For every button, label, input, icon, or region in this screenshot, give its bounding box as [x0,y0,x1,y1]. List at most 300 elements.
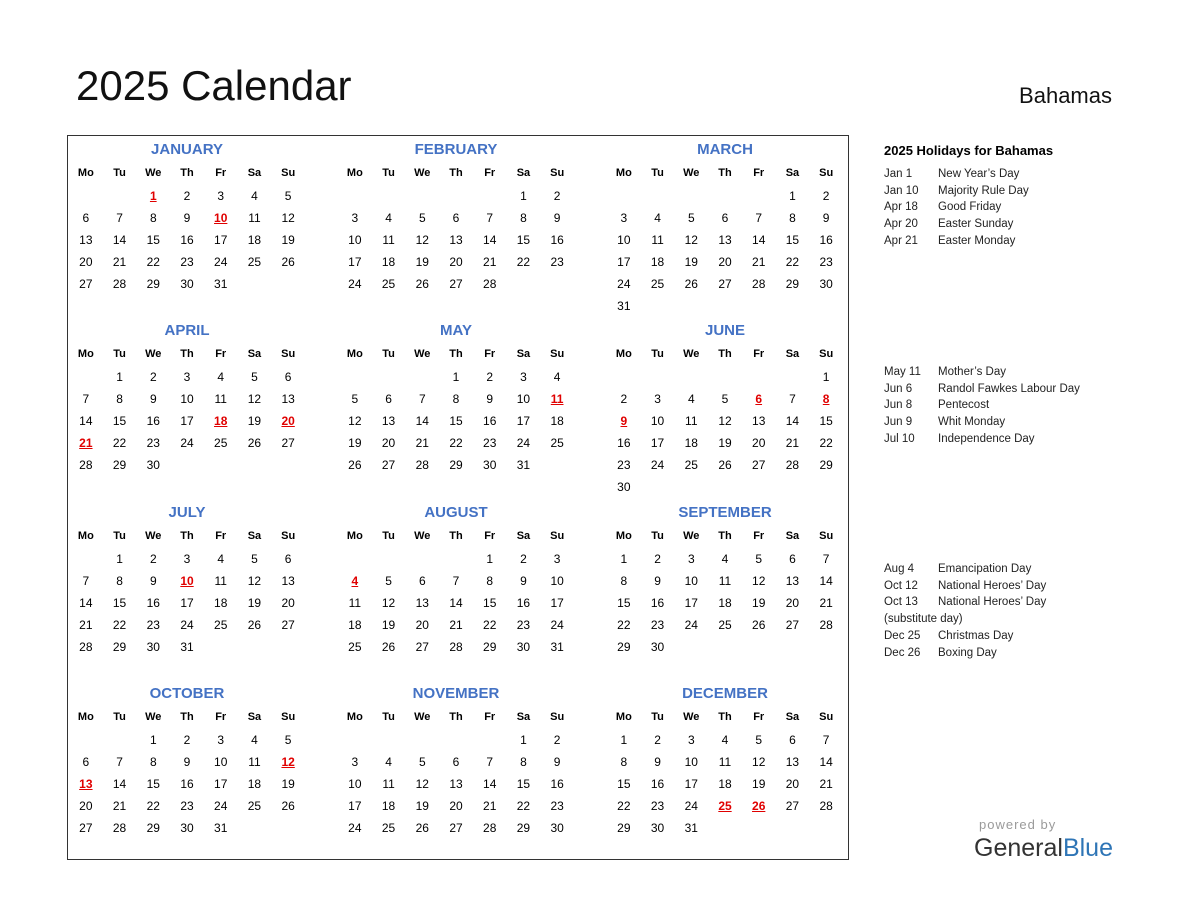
day-cell[interactable]: 20 [718,255,732,269]
day-cell[interactable]: 6 [452,211,460,225]
day-cell[interactable]: 24 [550,618,564,632]
day-cell[interactable]: 5 [418,211,426,225]
day-cell[interactable]: 25 [381,277,396,291]
day-cell[interactable]: 22 [617,799,631,813]
day-cell[interactable]: 19 [684,255,698,269]
day-cell[interactable]: 30 [650,640,665,654]
day-cell[interactable]: 27 [79,277,93,291]
day-cell[interactable]: 20 [752,436,766,450]
day-cell[interactable]: 1 [520,189,527,203]
day-cell[interactable]: 10 [550,574,564,588]
day-cell[interactable]: 19 [281,233,295,247]
day-cell[interactable]: 15 [112,596,127,610]
holiday-day-cell[interactable]: 1 [149,189,157,203]
day-cell[interactable]: 9 [822,211,830,225]
day-cell[interactable]: 16 [650,596,665,610]
day-cell[interactable]: 18 [650,255,665,269]
day-cell[interactable]: 26 [718,458,732,472]
day-cell[interactable]: 9 [553,211,561,225]
day-cell[interactable]: 3 [687,733,695,747]
day-cell[interactable]: 2 [654,733,661,747]
day-cell[interactable]: 17 [348,799,362,813]
day-cell[interactable]: 3 [183,370,191,384]
day-cell[interactable]: 22 [617,618,631,632]
day-cell[interactable]: 20 [79,799,93,813]
day-cell[interactable]: 29 [112,458,127,472]
day-cell[interactable]: 29 [483,640,497,654]
day-cell[interactable]: 8 [149,211,157,225]
day-cell[interactable]: 19 [718,436,732,450]
day-cell[interactable]: 14 [79,596,93,610]
day-cell[interactable]: 5 [284,189,292,203]
day-cell[interactable]: 7 [755,211,763,225]
day-cell[interactable]: 26 [281,799,295,813]
day-cell[interactable]: 15 [112,414,127,428]
day-cell[interactable]: 12 [415,777,429,791]
day-cell[interactable]: 19 [752,596,766,610]
day-cell[interactable]: 6 [82,211,90,225]
day-cell[interactable]: 7 [452,574,460,588]
day-cell[interactable]: 28 [483,821,497,835]
day-cell[interactable]: 17 [214,233,228,247]
day-cell[interactable]: 28 [819,799,833,813]
day-cell[interactable]: 13 [281,392,295,406]
day-cell[interactable]: 21 [112,799,127,813]
day-cell[interactable]: 25 [550,436,564,450]
day-cell[interactable]: 7 [116,755,123,769]
day-cell[interactable]: 16 [180,233,194,247]
day-cell[interactable]: 18 [247,777,262,791]
holiday-day-cell[interactable]: 26 [752,799,766,813]
day-cell[interactable]: 23 [146,618,160,632]
day-cell[interactable]: 17 [180,414,194,428]
day-cell[interactable]: 12 [247,392,262,406]
day-cell[interactable]: 8 [520,755,527,769]
day-cell[interactable]: 25 [348,640,362,654]
day-cell[interactable]: 27 [415,640,429,654]
day-cell[interactable]: 6 [789,552,796,566]
day-cell[interactable]: 6 [721,211,729,225]
day-cell[interactable]: 25 [684,458,698,472]
day-cell[interactable]: 31 [180,640,194,654]
day-cell[interactable]: 9 [149,392,157,406]
day-cell[interactable]: 12 [381,596,396,610]
day-cell[interactable]: 4 [385,755,392,769]
day-cell[interactable]: 13 [785,574,800,588]
day-cell[interactable]: 22 [483,618,497,632]
day-cell[interactable]: 4 [251,733,258,747]
day-cell[interactable]: 3 [183,552,191,566]
day-cell[interactable]: 10 [650,414,665,428]
day-cell[interactable]: 10 [516,392,531,406]
day-cell[interactable]: 26 [752,618,766,632]
day-cell[interactable]: 29 [112,640,127,654]
day-cell[interactable]: 5 [755,733,763,747]
day-cell[interactable]: 19 [281,777,295,791]
day-cell[interactable]: 5 [385,574,392,588]
day-cell[interactable]: 15 [449,414,463,428]
day-cell[interactable]: 2 [183,189,191,203]
day-cell[interactable]: 15 [483,596,497,610]
holiday-day-cell[interactable]: 12 [281,755,295,769]
day-cell[interactable]: 8 [149,755,157,769]
day-cell[interactable]: 24 [348,277,362,291]
day-cell[interactable]: 20 [449,255,463,269]
day-cell[interactable]: 11 [685,414,698,428]
day-cell[interactable]: 21 [415,436,429,450]
day-cell[interactable]: 7 [418,392,426,406]
day-cell[interactable]: 9 [149,574,157,588]
day-cell[interactable]: 18 [684,436,698,450]
day-cell[interactable]: 6 [82,755,90,769]
day-cell[interactable]: 22 [112,618,127,632]
day-cell[interactable]: 11 [214,392,227,406]
day-cell[interactable]: 22 [146,799,160,813]
day-cell[interactable]: 1 [116,552,123,566]
day-cell[interactable]: 25 [214,436,228,450]
day-cell[interactable]: 12 [348,414,362,428]
day-cell[interactable]: 17 [180,596,194,610]
day-cell[interactable]: 27 [79,821,93,835]
day-cell[interactable]: 31 [550,640,564,654]
day-cell[interactable]: 5 [251,370,258,384]
day-cell[interactable]: 7 [486,211,494,225]
day-cell[interactable]: 2 [149,552,157,566]
day-cell[interactable]: 3 [351,211,359,225]
day-cell[interactable]: 7 [486,755,494,769]
day-cell[interactable]: 24 [180,436,194,450]
day-cell[interactable]: 19 [348,436,362,450]
day-cell[interactable]: 14 [819,755,833,769]
day-cell[interactable]: 3 [217,189,225,203]
day-cell[interactable]: 15 [146,777,160,791]
day-cell[interactable]: 13 [79,233,93,247]
day-cell[interactable]: 4 [721,552,729,566]
day-cell[interactable]: 9 [183,755,191,769]
day-cell[interactable]: 18 [381,799,396,813]
day-cell[interactable]: 12 [718,414,732,428]
day-cell[interactable]: 17 [348,255,362,269]
day-cell[interactable]: 11 [651,233,664,247]
day-cell[interactable]: 10 [348,777,362,791]
day-cell[interactable]: 22 [146,255,160,269]
day-cell[interactable]: 8 [116,392,123,406]
day-cell[interactable]: 8 [116,574,123,588]
day-cell[interactable]: 2 [183,733,191,747]
day-cell[interactable]: 17 [650,436,665,450]
day-cell[interactable]: 6 [385,392,392,406]
day-cell[interactable]: 3 [520,370,527,384]
holiday-day-cell[interactable]: 4 [351,574,359,588]
day-cell[interactable]: 28 [112,277,127,291]
day-cell[interactable]: 11 [718,755,732,769]
holiday-day-cell[interactable]: 25 [718,799,732,813]
day-cell[interactable]: 14 [785,414,800,428]
day-cell[interactable]: 2 [553,189,561,203]
day-cell[interactable]: 20 [415,618,429,632]
day-cell[interactable]: 17 [516,414,531,428]
day-cell[interactable]: 25 [650,277,665,291]
day-cell[interactable]: 5 [284,733,292,747]
day-cell[interactable]: 11 [718,574,732,588]
day-cell[interactable]: 30 [617,480,631,494]
day-cell[interactable]: 13 [449,777,463,791]
day-cell[interactable]: 13 [718,233,732,247]
day-cell[interactable]: 24 [180,618,194,632]
day-cell[interactable]: 15 [819,414,833,428]
day-cell[interactable]: 16 [180,777,194,791]
day-cell[interactable]: 15 [617,596,631,610]
day-cell[interactable]: 5 [251,552,258,566]
day-cell[interactable]: 17 [550,596,564,610]
day-cell[interactable]: 12 [684,233,698,247]
day-cell[interactable]: 27 [381,458,396,472]
day-cell[interactable]: 14 [483,233,497,247]
day-cell[interactable]: 26 [415,821,429,835]
day-cell[interactable]: 17 [214,777,228,791]
day-cell[interactable]: 6 [284,552,292,566]
day-cell[interactable]: 23 [550,255,564,269]
day-cell[interactable]: 19 [247,414,262,428]
day-cell[interactable]: 13 [381,414,396,428]
day-cell[interactable]: 16 [819,233,833,247]
holiday-day-cell[interactable]: 18 [214,414,228,428]
day-cell[interactable]: 29 [516,821,531,835]
holiday-day-cell[interactable]: 8 [822,392,830,406]
day-cell[interactable]: 26 [348,458,362,472]
day-cell[interactable]: 16 [617,436,631,450]
day-cell[interactable]: 26 [247,618,262,632]
day-cell[interactable]: 15 [516,777,531,791]
day-cell[interactable]: 21 [483,799,497,813]
day-cell[interactable]: 6 [452,755,460,769]
day-cell[interactable]: 11 [348,596,362,610]
day-cell[interactable]: 1 [486,552,494,566]
day-cell[interactable]: 8 [789,211,796,225]
day-cell[interactable]: 26 [381,640,396,654]
day-cell[interactable]: 29 [449,458,463,472]
day-cell[interactable]: 16 [483,414,497,428]
day-cell[interactable]: 2 [822,189,830,203]
day-cell[interactable]: 4 [553,370,561,384]
day-cell[interactable]: 16 [550,777,564,791]
day-cell[interactable]: 27 [449,277,463,291]
day-cell[interactable]: 27 [785,799,800,813]
holiday-day-cell[interactable]: 10 [214,211,228,225]
day-cell[interactable]: 12 [752,574,766,588]
day-cell[interactable]: 24 [617,277,631,291]
day-cell[interactable]: 21 [819,777,833,791]
day-cell[interactable]: 1 [822,370,830,384]
day-cell[interactable]: 6 [284,370,292,384]
day-cell[interactable]: 3 [620,211,628,225]
day-cell[interactable]: 2 [620,392,628,406]
day-cell[interactable]: 24 [348,821,362,835]
day-cell[interactable]: 28 [449,640,463,654]
day-cell[interactable]: 26 [415,277,429,291]
day-cell[interactable]: 14 [112,233,127,247]
day-cell[interactable]: 24 [684,799,698,813]
day-cell[interactable]: 18 [718,777,732,791]
day-cell[interactable]: 18 [214,596,228,610]
day-cell[interactable]: 2 [149,370,157,384]
day-cell[interactable]: 27 [449,821,463,835]
day-cell[interactable]: 13 [449,233,463,247]
day-cell[interactable]: 22 [516,255,531,269]
day-cell[interactable]: 22 [449,436,463,450]
day-cell[interactable]: 24 [214,255,228,269]
day-cell[interactable]: 30 [180,277,194,291]
day-cell[interactable]: 2 [486,370,494,384]
day-cell[interactable]: 17 [684,596,698,610]
day-cell[interactable]: 14 [752,233,766,247]
day-cell[interactable]: 1 [149,733,157,747]
day-cell[interactable]: 7 [789,392,796,406]
day-cell[interactable]: 1 [620,733,628,747]
day-cell[interactable]: 13 [415,596,429,610]
day-cell[interactable]: 30 [550,821,564,835]
day-cell[interactable]: 1 [789,189,796,203]
day-cell[interactable]: 31 [214,821,228,835]
day-cell[interactable]: 28 [79,458,93,472]
day-cell[interactable]: 23 [650,618,665,632]
day-cell[interactable]: 16 [146,414,160,428]
day-cell[interactable]: 22 [112,436,127,450]
day-cell[interactable]: 9 [654,755,661,769]
day-cell[interactable]: 28 [79,640,93,654]
day-cell[interactable]: 11 [248,755,261,769]
day-cell[interactable]: 26 [247,436,262,450]
day-cell[interactable]: 20 [449,799,463,813]
day-cell[interactable]: 5 [351,392,359,406]
day-cell[interactable]: 1 [452,370,460,384]
day-cell[interactable]: 8 [620,755,628,769]
day-cell[interactable]: 4 [385,211,392,225]
day-cell[interactable]: 31 [516,458,531,472]
day-cell[interactable]: 24 [214,799,228,813]
day-cell[interactable]: 2 [654,552,661,566]
day-cell[interactable]: 18 [550,414,564,428]
day-cell[interactable]: 18 [381,255,396,269]
day-cell[interactable]: 14 [112,777,127,791]
day-cell[interactable]: 30 [516,640,531,654]
day-cell[interactable]: 28 [112,821,127,835]
day-cell[interactable]: 14 [483,777,497,791]
holiday-day-cell[interactable]: 20 [281,414,295,428]
day-cell[interactable]: 16 [550,233,564,247]
day-cell[interactable]: 24 [650,458,665,472]
day-cell[interactable]: 10 [684,755,698,769]
day-cell[interactable]: 27 [752,458,766,472]
day-cell[interactable]: 4 [687,392,695,406]
holiday-day-cell[interactable]: 21 [79,436,93,450]
day-cell[interactable]: 11 [382,777,395,791]
day-cell[interactable]: 7 [822,733,830,747]
day-cell[interactable]: 11 [214,574,227,588]
day-cell[interactable]: 10 [348,233,362,247]
day-cell[interactable]: 18 [718,596,732,610]
day-cell[interactable]: 12 [752,755,766,769]
day-cell[interactable]: 31 [684,821,698,835]
day-cell[interactable]: 25 [381,821,396,835]
day-cell[interactable]: 15 [516,233,531,247]
day-cell[interactable]: 13 [281,574,295,588]
day-cell[interactable]: 25 [247,799,262,813]
day-cell[interactable]: 25 [214,618,228,632]
day-cell[interactable]: 27 [718,277,732,291]
day-cell[interactable]: 4 [217,370,225,384]
day-cell[interactable]: 7 [82,392,90,406]
day-cell[interactable]: 14 [819,574,833,588]
day-cell[interactable]: 5 [687,211,695,225]
day-cell[interactable]: 30 [146,458,160,472]
day-cell[interactable]: 23 [819,255,833,269]
day-cell[interactable]: 21 [819,596,833,610]
day-cell[interactable]: 10 [684,574,698,588]
day-cell[interactable]: 21 [785,436,800,450]
day-cell[interactable]: 2 [520,552,527,566]
day-cell[interactable]: 19 [247,596,262,610]
day-cell[interactable]: 23 [550,799,564,813]
day-cell[interactable]: 19 [415,799,429,813]
day-cell[interactable]: 27 [281,436,295,450]
day-cell[interactable]: 29 [819,458,833,472]
day-cell[interactable]: 28 [752,277,766,291]
day-cell[interactable]: 30 [650,821,665,835]
day-cell[interactable]: 23 [483,436,497,450]
day-cell[interactable]: 16 [516,596,531,610]
day-cell[interactable]: 26 [281,255,295,269]
day-cell[interactable]: 1 [116,370,123,384]
day-cell[interactable]: 9 [553,755,561,769]
day-cell[interactable]: 27 [281,618,295,632]
day-cell[interactable]: 22 [785,255,800,269]
day-cell[interactable]: 13 [752,414,766,428]
day-cell[interactable]: 23 [516,618,531,632]
day-cell[interactable]: 27 [785,618,800,632]
day-cell[interactable]: 29 [617,821,631,835]
day-cell[interactable]: 28 [819,618,833,632]
day-cell[interactable]: 4 [721,733,729,747]
day-cell[interactable]: 18 [348,618,362,632]
day-cell[interactable]: 5 [418,755,426,769]
day-cell[interactable]: 22 [516,799,531,813]
day-cell[interactable]: 21 [79,618,93,632]
day-cell[interactable]: 25 [718,618,732,632]
day-cell[interactable]: 17 [617,255,631,269]
day-cell[interactable]: 23 [180,799,194,813]
day-cell[interactable]: 30 [180,821,194,835]
day-cell[interactable]: 21 [449,618,463,632]
day-cell[interactable]: 1 [520,733,527,747]
day-cell[interactable]: 31 [617,299,631,313]
day-cell[interactable]: 5 [721,392,729,406]
day-cell[interactable]: 12 [247,574,262,588]
day-cell[interactable]: 8 [520,211,527,225]
holiday-day-cell[interactable]: 9 [620,414,628,428]
day-cell[interactable]: 29 [617,640,631,654]
day-cell[interactable]: 28 [785,458,800,472]
day-cell[interactable]: 7 [116,211,123,225]
day-cell[interactable]: 16 [650,777,665,791]
day-cell[interactable]: 25 [247,255,262,269]
day-cell[interactable]: 19 [752,777,766,791]
day-cell[interactable]: 3 [217,733,225,747]
day-cell[interactable]: 1 [620,552,628,566]
day-cell[interactable]: 20 [381,436,396,450]
day-cell[interactable]: 30 [146,640,160,654]
day-cell[interactable]: 29 [785,277,800,291]
